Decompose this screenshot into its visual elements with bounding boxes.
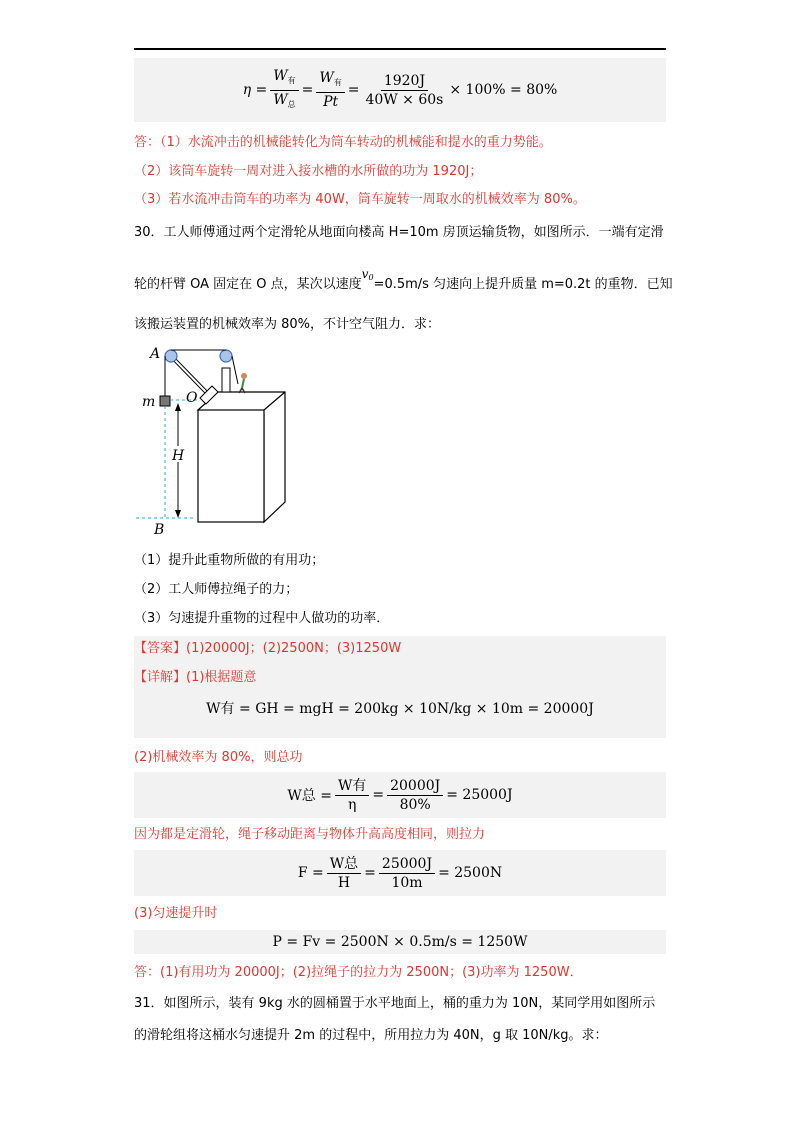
- pulley-b-icon: [220, 350, 232, 362]
- answer-prev-1: 答：（1）水流冲击的机械能转化为筒车转动的机械能和提水的重力势能。: [134, 135, 552, 150]
- header-rule: [134, 48, 666, 50]
- formula-power: P = Fv = 2500N × 0.5m/s = 1250W: [272, 934, 528, 950]
- label-b: B: [154, 522, 165, 538]
- q31-line1: 31．如图所示，装有 9kg 水的圆桶置于水平地面上，桶的重力为 10N，某同学用如图所示: [134, 996, 656, 1011]
- fraction-w-you-pt: $\frac{W_有}{Pt}$: [316, 70, 344, 110]
- q30-subq1: （1）提升此重物所做的有用功；: [134, 553, 325, 568]
- formula-total-work: W总 = $\frac{\text{W有}}{\eta}$ = $\frac{20000J}{80\%}$ = 25000J: [287, 777, 513, 813]
- step3-text: 因为都是定滑轮，绳子移动距离与物体升高高度相同，则拉力: [134, 827, 486, 842]
- fraction-numeric: $\frac{1920J}{40W \times 60s}$: [365, 72, 444, 108]
- answer-prev-3: （3）若水流冲击筒车的功率为 40W，筒车旋转一周取水的机械效率为 80%。: [134, 192, 586, 207]
- step2-text: (2)机械效率为 80%，则总功: [134, 750, 303, 765]
- eta-symbol: η =: [242, 82, 268, 98]
- q30-subq3: （3）匀速提升重物的过程中人做功的功率．: [134, 611, 390, 626]
- q30-line2: 轮的杆臂 OA 固定在 O 点，某次以速度v0=0.5m/s 匀速向上提升质量 m=0.2t 的重物．已知: [134, 267, 673, 292]
- label-h: H: [172, 448, 185, 464]
- fraction-w-you-w-zong: $\frac{W_有}{W_总}$: [270, 68, 298, 113]
- mass-block: [160, 396, 170, 406]
- building-front: [198, 410, 264, 522]
- pulley-figure: [134, 340, 304, 540]
- pulley-a-icon: [165, 350, 177, 362]
- label-m: m: [142, 394, 156, 410]
- label-a: A: [150, 346, 161, 362]
- formula-useful-work: W有 = GH = mgH = 200kg × 10N/kg × 10m = 20000J: [206, 701, 594, 717]
- answer-line: 【答案】(1)20000J；(2)2500N；(3)1250W: [134, 641, 402, 656]
- answer-prev-2: （2）该筒车旋转一周对进入接水槽的水所做的功为 1920J；: [134, 164, 483, 179]
- q30-line3: 该搬运装置的机械效率为 80%，不计空气阻力．求：: [134, 317, 441, 332]
- q30-line1: 30．工人师傅通过两个定滑轮从地面向楼高 H=10m 房顶运输货物，如图所示．一端有定滑: [134, 225, 664, 240]
- efficiency-formula: η = $\frac{W_有}{W_总}$ = $\frac{W_有}{Pt}$ = $\frac{1920J}{40W \times 60s}$ × 100% = 80%: [134, 62, 666, 118]
- q31-line2: 的滑轮组将这桶水匀速提升 2m 的过程中，所用拉力为 40N，g 取 10N/kg。求：: [134, 1028, 608, 1043]
- detail-line: 【详解】(1)根据题意: [134, 670, 257, 685]
- answer30-final: 答：(1)有用功为 20000J；(2)拉绳子的拉力为 2500N；(3)功率为 1250W．: [134, 965, 583, 980]
- formula-force: F = $\frac{\text{W总}}{H}$ = $\frac{25000J}{10m}$ = 2500N: [297, 855, 503, 891]
- q30-subq2: （2）工人师傅拉绳子的力；: [134, 582, 299, 597]
- label-o: O: [186, 390, 198, 406]
- step4-text: (3)匀速提升时: [134, 906, 218, 921]
